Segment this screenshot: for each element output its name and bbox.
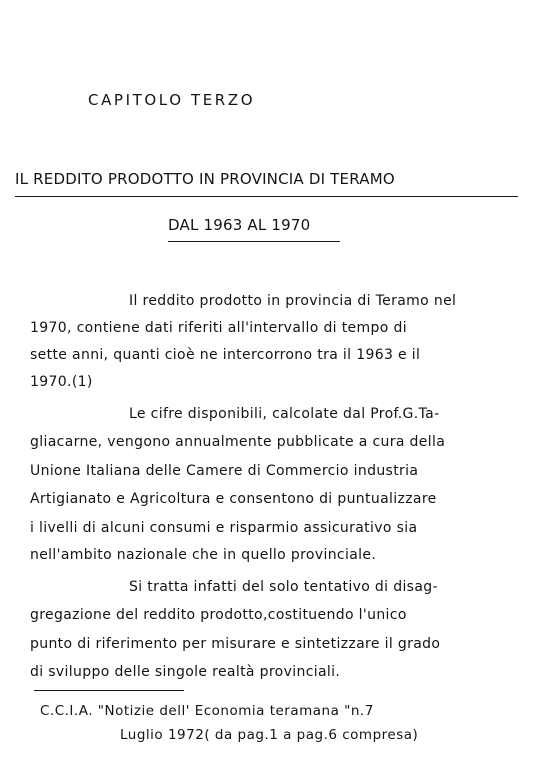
title-line-1: IL REDDITO PRODOTTO IN PROVINCIA DI TERAMO [15, 170, 395, 188]
footnote-line-1: C.C.I.A. "Notizie dell' Economia teramana "n.7 [40, 703, 374, 719]
footnote-line-2: Luglio 1972( da pag.1 a pag.6 compresa) [120, 727, 419, 743]
title-underline-1 [15, 196, 518, 197]
body-line: i livelli di alcuni consumi e risparmio assicurativo sia [30, 520, 418, 536]
body-line: nell'ambito nazionale che in quello provinciale. [30, 547, 377, 563]
body-line: Le cifre disponibili, calcolate dal Prof.G.Ta- [129, 406, 440, 422]
chapter-heading: CAPITOLO TERZO [88, 91, 256, 109]
footnote-separator [34, 690, 184, 691]
body-line: Si tratta infatti del solo tentativo di disag- [129, 579, 438, 595]
body-line: 1970.(1) [30, 374, 93, 390]
body-line: Il reddito prodotto in provincia di Teramo nel [129, 293, 457, 309]
body-line: sette anni, quanti cioè ne intercorrono tra il 1963 e il [30, 347, 421, 363]
body-line: Unione Italiana delle Camere di Commercio industria [30, 463, 419, 479]
body-line: 1970, contiene dati riferiti all'intervallo di tempo di [30, 320, 407, 336]
body-line: gregazione del reddito prodotto,costituendo l'unico [30, 607, 407, 623]
body-line: punto di riferimento per misurare e sintetizzare il grado [30, 636, 441, 652]
title-underline-2 [168, 241, 340, 242]
body-line: gliacarne, vengono annualmente pubblicate a cura della [30, 434, 446, 450]
title-line-2: DAL 1963 AL 1970 [168, 216, 311, 234]
body-line: di sviluppo delle singole realtà provinciali. [30, 664, 341, 680]
body-line: Artigianato e Agricoltura e consentono di puntualizzare [30, 491, 437, 507]
